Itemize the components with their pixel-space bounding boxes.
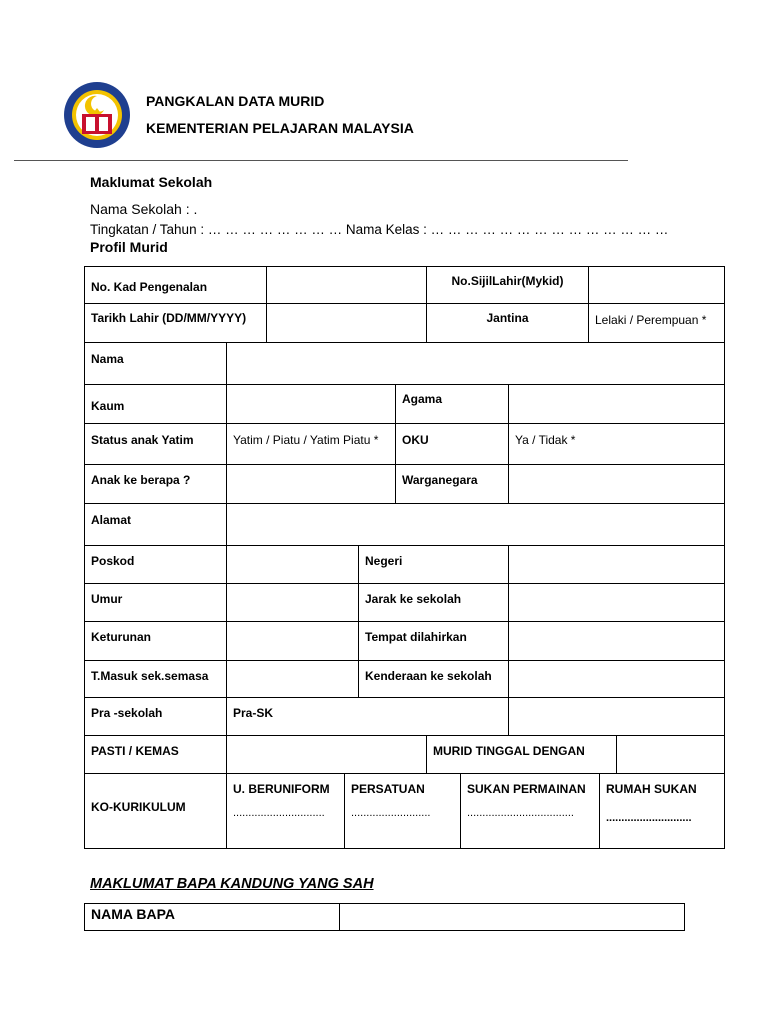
- pra-sk-field[interactable]: [508, 697, 725, 736]
- father-heading: MAKLUMAT BAPA KANDUNG YANG SAH: [90, 876, 374, 892]
- keturunan-field[interactable]: [226, 621, 359, 661]
- nama-field[interactable]: [226, 342, 725, 385]
- ministry-crest-icon: [60, 78, 134, 152]
- label-oku: OKU: [395, 423, 509, 465]
- label-negeri: Negeri: [358, 545, 509, 584]
- no-kad-field[interactable]: [266, 266, 427, 304]
- label-tinggal: MURID TINGGAL DENGAN: [426, 735, 617, 774]
- t-masuk-field[interactable]: [226, 660, 359, 698]
- header-title-1: PANGKALAN DATA MURID: [146, 93, 325, 109]
- label-status-yatim: Status anak Yatim: [84, 423, 227, 465]
- jarak-field[interactable]: [508, 583, 725, 622]
- label-sukan: SUKAN PERMAINAN: [467, 782, 586, 796]
- sukan-dots[interactable]: ...................................: [467, 807, 574, 819]
- alamat-field[interactable]: [226, 503, 725, 546]
- label-nama-bapa: NAMA BAPA: [84, 903, 340, 931]
- label-tempat-lahir: Tempat dilahirkan: [358, 621, 509, 661]
- jantina-value: Lelaki / Perempuan *: [588, 303, 725, 343]
- pra-sk-label: Pra-SK: [226, 697, 509, 736]
- persatuan-cell: [344, 773, 461, 849]
- label-no-sijil: No.SijilLahir(Mykid): [426, 266, 589, 304]
- beruniform-dots[interactable]: ..............................: [233, 807, 325, 819]
- class-line: Tingkatan / Tahun : … … … … … … … … Nama Kelas : … … … … … … … … … … … … … …: [90, 222, 669, 237]
- label-nama: Nama: [84, 342, 227, 385]
- label-umur: Umur: [84, 583, 227, 622]
- label-alamat: Alamat: [84, 503, 227, 546]
- school-heading: Maklumat Sekolah: [90, 174, 213, 190]
- label-tarikh-lahir: Tarikh Lahir (DD/MM/YYYY): [84, 303, 267, 343]
- umur-field[interactable]: [226, 583, 359, 622]
- kenderaan-field[interactable]: [508, 660, 725, 698]
- no-sijil-field[interactable]: [588, 266, 725, 304]
- label-agama: Agama: [395, 384, 509, 424]
- label-kokurikulum: KO-KURIKULUM: [84, 773, 227, 849]
- label-keturunan: Keturunan: [84, 621, 227, 661]
- poskod-field[interactable]: [226, 545, 359, 584]
- pasti-field[interactable]: [226, 735, 427, 774]
- header-title-2: KEMENTERIAN PELAJARAN MALAYSIA: [146, 120, 414, 136]
- tempat-lahir-field[interactable]: [508, 621, 725, 661]
- label-warganegara: Warganegara: [395, 464, 509, 504]
- label-rumah: RUMAH SUKAN: [606, 782, 697, 796]
- label-no-kad: No. Kad Pengenalan: [84, 266, 267, 304]
- label-anak-ke: Anak ke berapa ?: [84, 464, 227, 504]
- kaum-field[interactable]: [226, 384, 396, 424]
- label-pasti: PASTI / KEMAS: [84, 735, 227, 774]
- beruniform-cell: [226, 773, 345, 849]
- sukan-cell: [460, 773, 600, 849]
- negeri-field[interactable]: [508, 545, 725, 584]
- tarikh-lahir-field[interactable]: [266, 303, 427, 343]
- status-yatim-value: Yatim / Piatu / Yatim Piatu *: [226, 423, 396, 465]
- label-persatuan: PERSATUAN: [351, 782, 425, 796]
- agama-field[interactable]: [508, 384, 725, 424]
- persatuan-dots[interactable]: ..........................: [351, 807, 431, 819]
- warganegara-field[interactable]: [508, 464, 725, 504]
- label-t-masuk: T.Masuk sek.semasa: [84, 660, 227, 698]
- profile-heading: Profil Murid: [90, 239, 168, 255]
- label-pra-sekolah: Pra -sekolah: [84, 697, 227, 736]
- label-kenderaan: Kenderaan ke sekolah: [358, 660, 509, 698]
- oku-value: Ya / Tidak *: [508, 423, 725, 465]
- label-jantina: Jantina: [426, 303, 589, 343]
- school-name-line: Nama Sekolah : .: [90, 201, 198, 217]
- label-beruniform: U. BERUNIFORM: [233, 782, 330, 796]
- rumah-cell: [599, 773, 725, 849]
- header-divider: [14, 160, 628, 161]
- nama-bapa-field[interactable]: [339, 903, 685, 931]
- tinggal-field[interactable]: [616, 735, 725, 774]
- label-poskod: Poskod: [84, 545, 227, 584]
- label-kaum: Kaum: [84, 384, 227, 424]
- anak-ke-field[interactable]: [226, 464, 396, 504]
- label-jarak: Jarak ke sekolah: [358, 583, 509, 622]
- rumah-dots[interactable]: ............................: [606, 812, 692, 824]
